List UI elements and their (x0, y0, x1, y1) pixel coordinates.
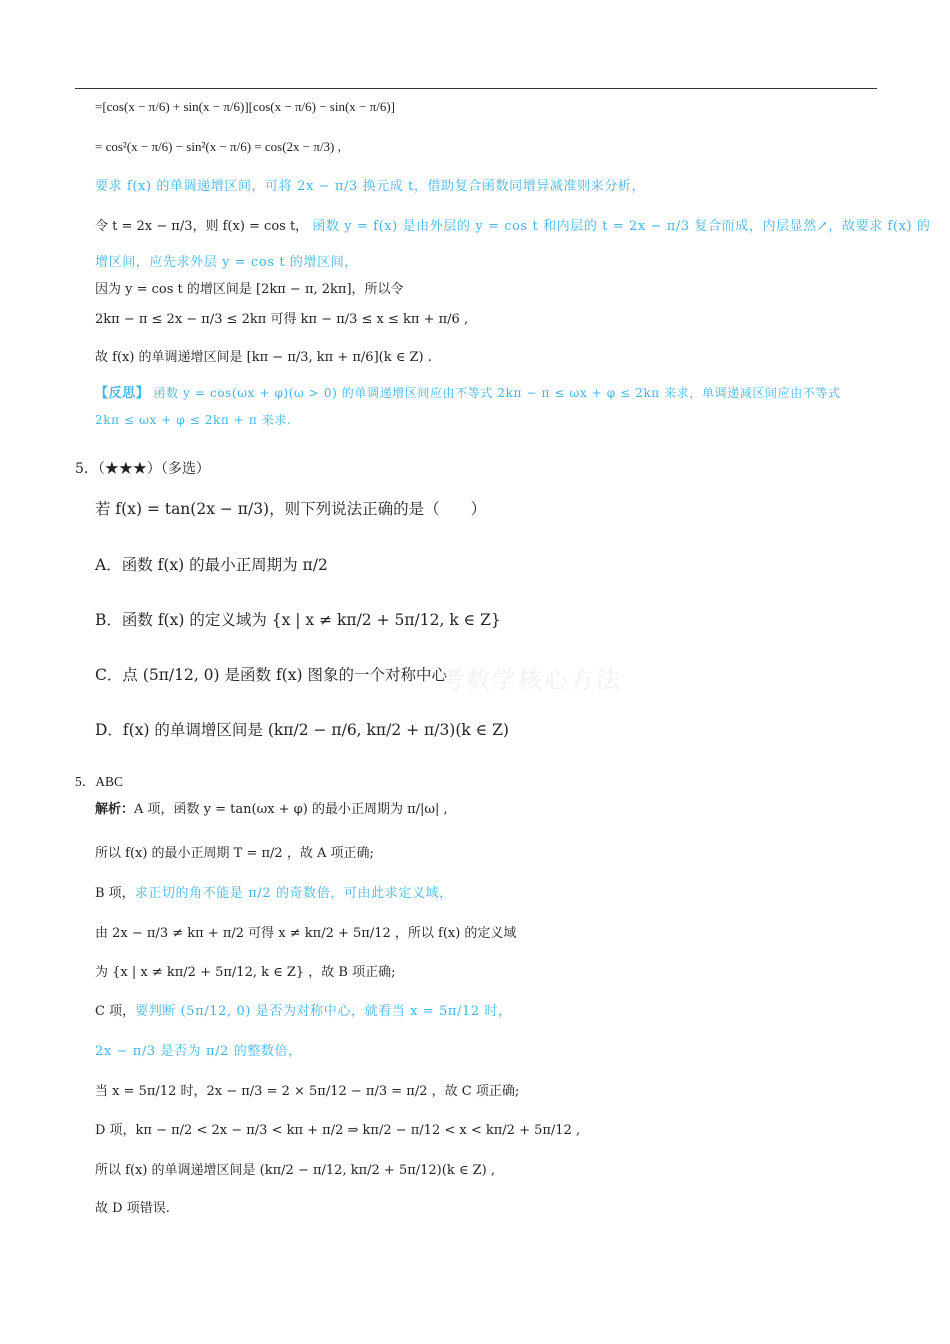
answer-a-1-text: A 项，函数 y = tan(ωx + φ) 的最小正周期为 π/|ω| , (134, 802, 448, 817)
question-header: 5．（★★★）（多选） (75, 461, 210, 477)
watermark-text: 考数学核心方法 (440, 666, 622, 694)
answer-d-2: 所以 f(x) 的单调递增区间是 (kπ/2 − π/12, kπ/2 + 5π/12)(k ∈ Z) , (95, 1163, 495, 1178)
solution-line-8: 故 f(x) 的单调递增区间是 [kπ − π/3, kπ + π/6](k ∈ Z) . (95, 350, 432, 365)
reflection-line-2: 2kπ ≤ ωx + φ ≤ 2kπ + π 来求. (95, 413, 292, 427)
answer-a-2: 所以 f(x) 的最小正周期 T = π/2 ，故 A 项正确; (95, 846, 374, 861)
option-c: C．点 (5π/12, 0) 是函数 f(x) 图象的一个对称中心 (95, 666, 447, 684)
solution-hint-3: 增区间，应先求外层 y = cos t 的增区间， (95, 255, 358, 270)
answer-d-3: 故 D 项错误. (95, 1201, 170, 1216)
solution-hint-2: 函数 y = f(x) 是由外层的 y = cos t 和内层的 t = 2x − π/3 复合而成，内层显然↗，故要求 f(x) 的 (312, 219, 931, 234)
answer-header: 5．ABC (75, 774, 124, 789)
answer-c-2: 2x − π/3 是否为 π/2 的整数倍， (95, 1044, 302, 1059)
option-a: A．函数 f(x) 的最小正周期为 π/2 (95, 556, 328, 574)
answer-b-2: 由 2x − π/3 ≠ kπ + π/2 可得 x ≠ kπ/2 + 5π/12 ，所以 f(x) 的定义域 (95, 926, 517, 941)
answer-c-1 (95, 1005, 512, 1018)
analysis-label: 解析： (95, 802, 135, 817)
answer-a-1 (95, 803, 448, 816)
solution-line-4a: 令 t = 2x − π/3，则 f(x) = cos t， (95, 219, 309, 234)
answer-b-3: 为 {x | x ≠ kπ/2 + 5π/12, k ∈ Z} ，故 B 项正确; (95, 965, 396, 980)
answer-c-3: 当 x = 5π/12 时，2x − π/3 = 2 × 5π/12 − π/3 = π/2 ，故 C 项正确; (95, 1084, 520, 1099)
reflection-line-1 (95, 387, 841, 400)
solution-line-1: =[cos(x − π/6) + sin(x − π/6)][cos(x − π/6) − sin(x − π/6)] (95, 99, 395, 114)
reflection-text: 函数 y = cos(ωx + φ)(ω > 0) 的单调递增区间应由不等式 2kπ − π ≤ ωx + φ ≤ 2kπ 来求，单调递减区间应由不等式 (153, 386, 841, 400)
header-rule (75, 88, 877, 89)
answer-c-1-label: C 项， (95, 1004, 136, 1019)
question-stem: 若 f(x) = tan(2x − π/3)，则下列说法正确的是（ ） (95, 500, 487, 518)
reflection-label: 【反思】 (95, 386, 150, 401)
solution-line-4 (95, 220, 931, 233)
solution-hint-1: 要求 f(x) 的单调递增区间，可将 2x − π/3 换元成 t，借助复合函数同增异减准则来分析， (95, 179, 646, 194)
answer-c-hint: 要判断 (5π/12, 0) 是否为对称中心，就看当 x = 5π/12 时， (135, 1004, 512, 1019)
answer-b-1 (95, 887, 453, 900)
option-d: D．f(x) 的单调增区间是 (kπ/2 − π/6, kπ/2 + π/3)(k ∈ Z) (95, 721, 509, 739)
answer-b-hint: 求正切的角不能是 π/2 的奇数倍，可由此求定义域， (134, 886, 453, 901)
solution-line-6: 因为 y = cos t 的增区间是 [2kπ − π, 2kπ]，所以令 (95, 282, 404, 297)
answer-b-1-label: B 项， (95, 886, 135, 901)
solution-line-7: 2kπ − π ≤ 2x − π/3 ≤ 2kπ 可得 kπ − π/3 ≤ x ≤ kπ + π/6 , (95, 312, 469, 327)
solution-line-2: = cos²(x − π/6) − sin²(x − π/6) = cos(2x − π/3) , (95, 139, 341, 154)
option-b: B．函数 f(x) 的定义域为 {x | x ≠ kπ/2 + 5π/12, k ∈ Z} (95, 611, 501, 629)
answer-d-1: D 项，kπ − π/2 < 2x − π/3 < kπ + π/2 ⇒ kπ/2 − π/12 < x < kπ/2 + 5π/12 , (95, 1123, 581, 1138)
